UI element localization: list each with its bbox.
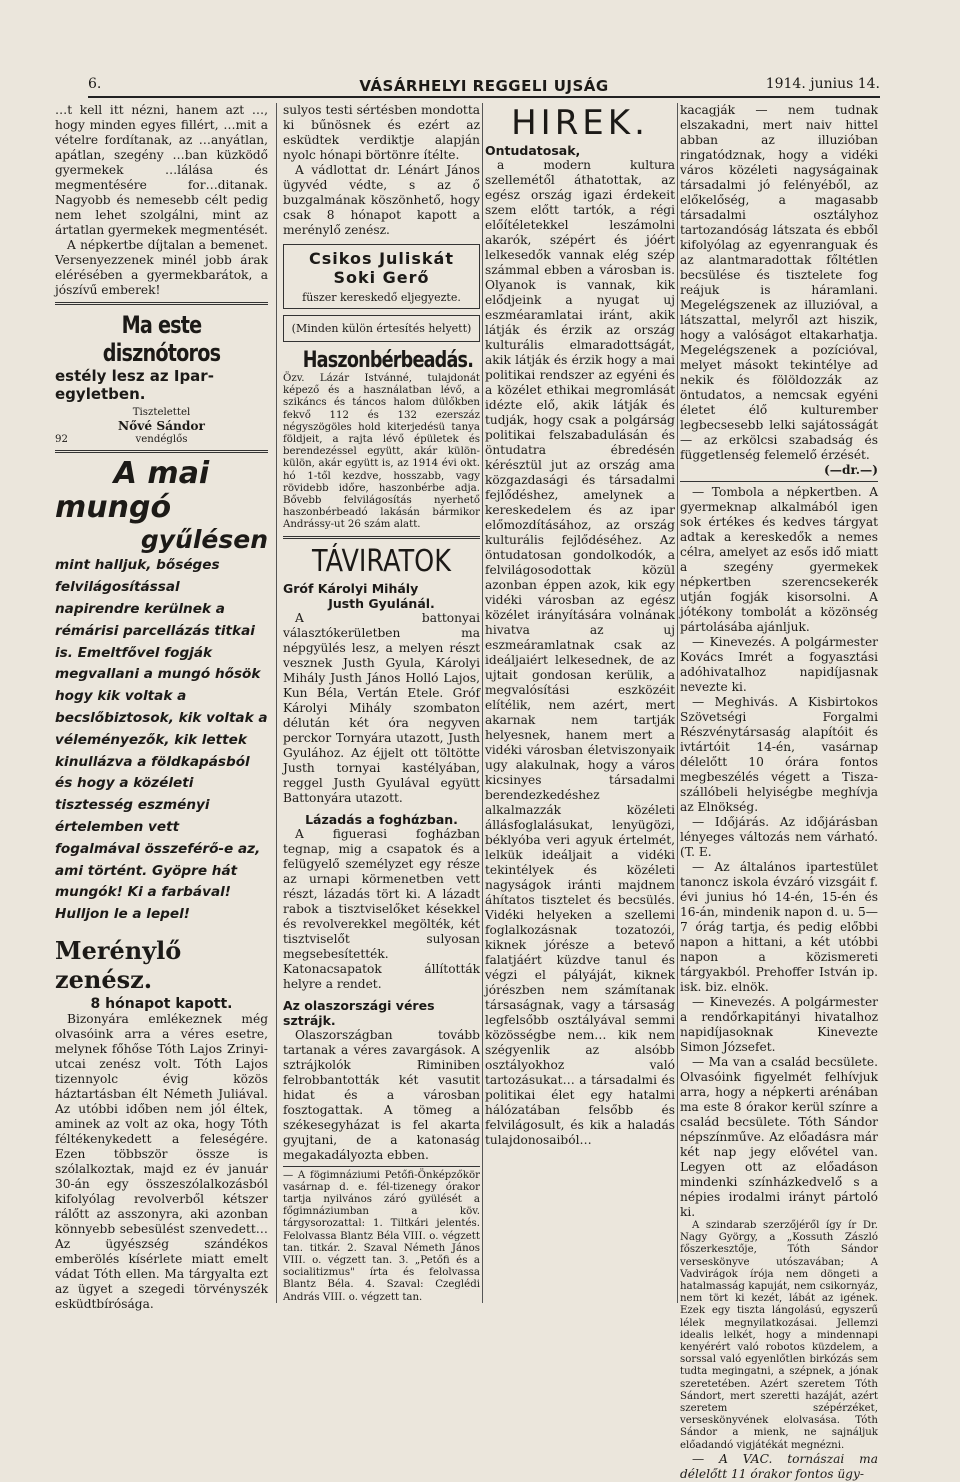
news-ipartestulet: — Az általános ipartestület tanoncz iskola évzáró vizsgáit f. évi junius hó 14-én, 15-én és 16-án, mindenik napon d. u. 5—7 órág tartja, és pedig előbbi napon a hittani, a két utóbbi napon a közismereti tárgyakból. Prehoffer István ip. isk. biz. elnök.: [680, 860, 878, 994]
divider: [55, 302, 268, 305]
news-idojaras: — Időjárás. Az időjárásban lényeges változás nem várható. (T. E.: [680, 815, 878, 859]
news-csalad: — Ma van a család becsülete. Olvasóink figyelmét felhívjuk arra, hogy a népkerti arénában ma este 8 órakor kerül színre a család becsülete. Tóth Sándor népszínműve. Az előadásra már két nap jegy elővétel van. Legyen ott az előadáson mindenki színházkedvelő s a népies irodalmi irányt pártoló ki.: [680, 1055, 878, 1219]
divider: [680, 481, 878, 482]
tav-head-4: Az olaszországi véres sztrájk.: [283, 997, 435, 1028]
page-number: 6.: [88, 76, 102, 92]
notice-name-1: Csikos Juliskát: [309, 249, 454, 268]
tav-body-2: A figuerasi fogházban tegnap, mig a csapatok és a felügyelő személyzet egy része az urnapi körmenetben vett részt, lázadás tört ki. A lázadt rabok a tisztviselőket késekkel és revolverekkel megölték, két tisztviselőt sulyosan megsebesítették. Katonacsapatok állították helyre a rendet.: [283, 826, 480, 991]
header-rule: [88, 96, 880, 98]
news-meghivas: — Meghivás. A Kisbirtokos Szövetségi Forgalmi Részvénytársaság alapítóit és ivtártóit 14-én, vasárnap délelőtt 10 órára fontos megbeszélés végett a Tisza-szállóbeli helyiségbe meghívja az Elnökség.: [680, 695, 878, 814]
page-header: [88, 76, 880, 98]
haszon-body: Özv. Lázár Istvánné, tulajdonát képező és a használatban lévő, a szikáncs és táncos halom dülőkben fekvő 112 és 132 ezerszáz négyszögöles hold kiterjedésü tanya földjeit, a rajta lévő épületek és berendezéssel együtt, akár külön-külön, akár együtt is, az 1914 évi okt. hó 1-től kezdve, hosszabb, vagy rövidebb időre, haszonbérbe adja. Bővebb felvilágosítás nyerhető haszonbérbeadó lakásán bármikor Andrássy-ut 26 szám alatt.: [283, 373, 480, 531]
notice-note: (Minden külön értesítés helyett): [283, 315, 480, 342]
divider: [55, 450, 268, 453]
merenylo-subtitle: 8 hónapot kapott.: [90, 995, 233, 1012]
tav-head-1: Gróf Károlyi Mihály: [283, 580, 419, 596]
merenylo-continued-2: A vádlottat dr. Lénárt János ügyvéd védte, s az ő buzgalmának köszönhető, hogy csak 8 hónapot kapott a merénylő zenész.: [283, 163, 480, 237]
column-divider: [276, 103, 277, 1303]
column-2: [283, 103, 480, 1303]
ad-name: Nővé Sándor: [118, 419, 205, 434]
newspaper-title: VÁSÁRHELYI REGGELI UJSÁG: [359, 77, 609, 95]
merenylo-title: Merénylő zenész.: [55, 935, 182, 994]
article-appeal: A népkertbe díjtalan a bemenet. Versenyezzenek minél jobb árak elérésében a gyermekbarátok, a jószívű emberek!: [55, 238, 268, 297]
ad-greeting: Tisztelettel: [132, 407, 191, 418]
merenylo-body: Bizonyára emlékeznek még olvasóink arra a véres esetre, melynek főhőse Tóth Lajos Zrinyi-utcai zenész volt. Tóth Lajos tizennyolc évig közös háztartásban élt Németh Juliával. Az utóbbi időben nem jól éltek, aminek az volt az oka, hogy Tóth féltékenykedett a feleségére. Ezen többször össze is szólalkoztak, majd ez év január 30-án egy összeszólalkozásból kifolyólag revolverből kétszer rálőtt az asszonyra, aki azonban könnyebb sebesülést szenvedett… Az ügyészség szándékos emberölés kísérlete miatt emelt vádat Tóth ellen. Ma tárgyalta ezt az ügyet a szegedi törvényszék esküdtbírósága.: [55, 1011, 268, 1311]
signature: (—dr.—): [824, 463, 878, 477]
column-3: [485, 103, 675, 1303]
column-divider: [677, 103, 678, 1303]
hirek-head: Ontudatosak,: [485, 143, 581, 158]
engagement-notice: [283, 244, 480, 309]
notice-occupation: füszer kereskedő eljegyezte.: [302, 291, 461, 304]
divider: [283, 536, 480, 539]
news-tombola: — Tombola a népkertben. A gyermeknap alkalmából igen sok értékes és kedves tárgyat adtak a kereskedők a nemes célra, amelyet az esős idő miatt a szegény gyermekek népkertben szerencsekerék utján fogják kisorsolni. A jótékony tombolát a közönség pártolásába ajánljuk.: [680, 485, 878, 634]
ad-line: estély lesz az Ipar-egyletben.: [55, 367, 214, 403]
ad-number: 92: [55, 434, 68, 446]
mai-heading: A mai: [113, 456, 210, 492]
merenylo-continued: sulyos testi sértésben mondotta ki bűnösnek és ezért az esküdtek verdiktje alapján nyolc hónapi börtönre ítélte.: [283, 103, 480, 162]
issue-date: 1914. junius 14.: [765, 76, 880, 92]
gyulesen-heading: gyűlésen: [140, 525, 268, 555]
tav-body-4: — A fögimnáziumi Petőfi-Önképzőkör vasárnap d. e. fél-tizenegy órakor tartja nyilvános záró gyülését a főgimnáziumban a köv. tárgysorozattal: 1. Tiltkári jelentés. Felolvassa Blantz Béla VIII. o. végzett tan. titkár. 2. Szaval Németh János VIII. o. végzett tan. 3. „Petőfi és a socialitizmus" írta és felolvassa Blantz Béla. 4. Szaval: Czeglédi András VIII. o. végzett tan.: [283, 1169, 480, 1303]
tav-body-1: A battonyai választókerületben ma népgyülés lesz, a melyen részt vesznek Justh Gyula, Károlyi Mihály Justh János Holló Lajos, Kun Béla, Vertán Etele. Gróf Károlyi Mihály szombaton délután két óra negyven perckor Tornyára utazott, Justh Gyulához. Az éjjelt ott töltötte Justh tornyai kastélyában, reggel Justh Gyulával együtt Battonyára utazott.: [283, 610, 480, 805]
column-divider: [482, 103, 483, 1303]
mungo-heading: mungó: [55, 490, 172, 526]
article-intro: …t kell itt nézni, hanem azt …, hogy minden egyes fillért, …mit a vételre fordítanak, az …anyátlan, apátlan, szegény …ban küzködő gyermekek …lálása és megmentésére for…ditanak. Nagyobb és nemesebb célt pedig nem lehet szolgálni, mint az ártatlan gyermekek megmentését.: [55, 103, 268, 237]
hirek-body: a modern kultura szellemétől áthatottak, az egész ország igazi érdekeit szem előtt tartók, a régi előítéletekkel leszámolni akarók, szépért és jóért lelkesedők vannak elég szép számmal ebben a városban is. Olyanok is vannak, kik elődjeink a nyugat uj eszméaramlatai iránt, akik látják és érzik az ország kulturális elmaradottságát, akik látják és érzik hogy a mai politikai rendszer az egyéni és a közélet ethikai megromlását idézte elő, akik látják és tudják, hogy csak a polgárság politikai felszabadulásán és öntudatra ébredésén kérésztül jut az ország ama közgazdasági és társadalmi fejlődéshez, amelynek a kereskedelem és az ipar előmozdításához, az ország kulturális fejlődéséhez. Az öntudatosan gondolkodók, a felvilágosodottak közül azonban éppen azok, kik egy vidéki városban az egész közélet irányítására volnának hivatva az uj eszmeáramlatnak csak az ideáljaiért lelkesednek, de az ujtait gondosan kerülik, a megvalósítási eszközéit elítélik, nem azért, mert akarnak nem tartják helyesnek, hanem mert a vidéki városban életviszonyaik ugy alakulnak, hogy a város kicsinyes társadalmi berendezkedéshez alkalmazzák közéleti állásfoglalásukat, lenyügözi, béklyóba veri agyuk értelmét, lelkük ideáljait a vidéki tekintélyek és közéleti nagyságok iránti majdnem áhítatos tisztelet és becsülés. Vidéki helyeken a szellemi foglalkozásnak tozatozói, kiknek jórésze a betevő falatjáért küzdve tanul és végzi el pályáját, kiknek jórészben nem számítanak társaságnak, vagy a társaság legfelsőbb osztályával semmi közösségbe nem… kik nem szégyenlik az alsóbb osztályokhoz való tartozásukat… a társadalmi és politikai élet egy hatalmi hálózatában felsőbb és felvilágosult, és kik a haladás tulajdonosaiból…: [485, 158, 675, 1147]
tav-head-2: Justh Gyulánál.: [328, 595, 435, 611]
taviratok-title: TÁVIRATOK: [312, 543, 451, 579]
ad-heading: Ma este disznótoros: [102, 311, 221, 367]
column-1: [55, 103, 268, 1311]
haszon-title: Haszonbérbeadás.: [302, 348, 474, 373]
column-4: [680, 103, 878, 1481]
notice-name-2: Soki Gerő: [333, 268, 430, 287]
tav-body-3: Olaszországban tovább tartanak a véres zavargások. A sztrájkolók Riminiben felrobbantották két vasutit hidat és a városban fosztogattak. A tömeg a székesegyházat is fel akarta gyujtani, de a katonaság megakadályozta ebben.: [283, 1027, 480, 1162]
news-kinevezes-2: — Kinevezés. A polgármester a rendőrkapitányi hivatalhoz napidíjasoknak Kinevezte Simon Józsefet.: [680, 995, 878, 1054]
tav-head-3: Lázadás a foghάzban.: [305, 811, 458, 827]
news-vac: — A VAC. tornászai ma délelőtt 11 órakor fontos ügy-: [680, 1451, 878, 1481]
news-kinevezes: — Kinevezés. A polgármester Kovács Imrét a fogyasztási adóhivatalhoz napidíjasnak nevezte ki.: [680, 635, 878, 694]
mungo-body: mint halljuk, bőséges felvilágosítással napirendre kerülnek a rémárisi parcellázás titkai is. Emeltfővel fogják megvallani a mungó hősök hogy kik voltak a becslőbiztosok, kik voltak a véleményezők, kik lettek kinullázva a földkapásból és hogy a közéleti tisztesség eszményi értelemben vett fogalmával összeférő-e az, ami történt. Gyöpre hát mungók! Ki a farbával! Hulljon le a lepel!: [55, 557, 268, 923]
col4-continued: kacagják — nem tudnak elszakadni, mert naiv hittel abban az illuzióban ringatódznak, hogy a vidéki város közéleti nagyságainak társadalmi jó felényéből, az előkelőség, a magasabb társadalmi osztályhoz tartozandóság látszata és ebből kifolyólag az egyenranguak és az alantmaradottak főltétlen becsülése és tisztelete fog reájuk is háramlani. Megelégszenek az illuzióval, a látszattal, melyről azt hiszik, hogy a valóságot eltakarhatja. Megelégszenek a pozícióval, melyet másokt tekintélye ad nekik és fölöldozzák az öntudatos, a nemcsak egyéni életet élő kulturember legbecsesebb lelki sajátosságát — az erkölcsi szabadság és függetlenség felemelő érzését.: [680, 103, 878, 462]
news-szerzo: A szindarab szerzőjéről így ír Dr. Nagy György, a „Kossuth Zászló főszerkesztője, Tóth Sándor verseskönyve utószavában; A Vadvirágok írója nem döngeti a hatalmasság kapuját, nem csikornyáz, nem tört ki kezét, lábát az igének. Ezek egy tiszta lángolású, egyszerű lélek megnyilatkozásai. Jellemzi idealis lelkét, hogy a mindennapi kenyérért való robotos küzdelem, a sorssal való egyenlőtlen birkózás sem tudta megingatni, a szépnek, a jónak szeretetében. Azért szeretem Tóth Sándort, mert szeretti hazáját, azért szeretem szépérzéket, verseskönyvének elolvasása. Tóth Sándor a mienk, ne sajnáljuk előadandó vigjátékát megnézni.: [680, 1220, 878, 1451]
divider: [283, 1166, 480, 1167]
ad-role: vendéglős: [135, 434, 188, 446]
hirek-title: HIREK.: [511, 103, 649, 143]
